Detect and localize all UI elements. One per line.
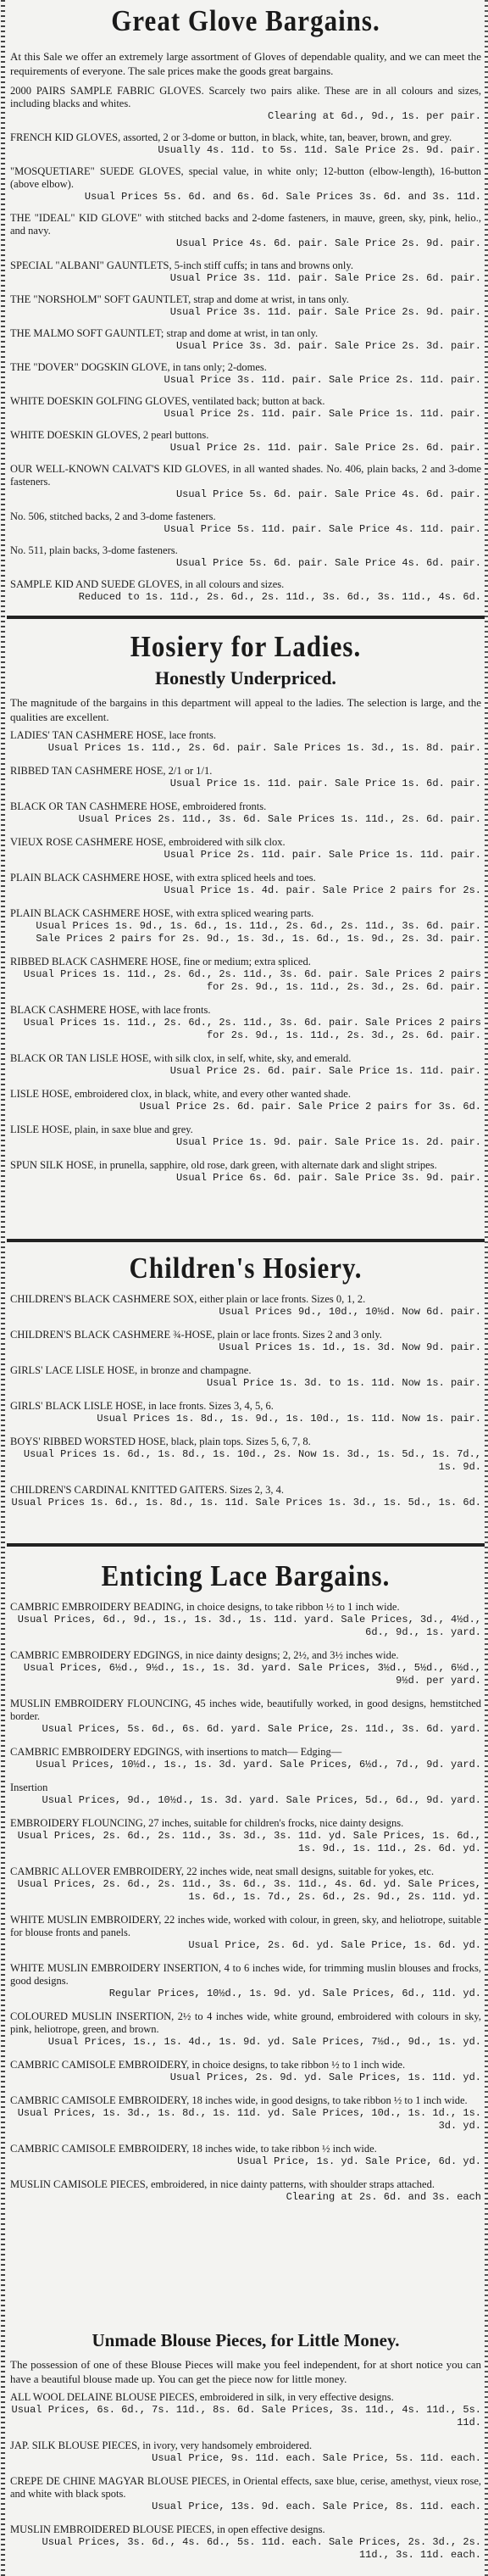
- list-item: [10, 1400, 481, 1425]
- item-description: SPECIAL "ALBANI" GAUNTLETS, 5-inch stiff cuffs; in tans and browns only.: [10, 259, 353, 271]
- hosiery-section: [7, 619, 485, 1239]
- item-price: Usual Prices 1s. 11d., 2s. 6d. pair. Sale Prices 1s. 3d., 1s. 8d. pair.: [47, 742, 481, 754]
- item-description: PLAIN BLACK CASHMERE HOSE, with extra spliced heels and toes.: [10, 872, 316, 884]
- item-description: GIRLS' BLACK LISLE HOSE, in lace fronts. Sizes 3, 4, 5, 6.: [10, 1400, 274, 1412]
- list-item: [10, 463, 481, 501]
- item-description: Insertion: [10, 1781, 48, 1793]
- hosiery-items: [10, 729, 481, 1185]
- item-description: CAMBRIC CAMISOLE EMBROIDERY, in choice designs, to take ribbon ½ to 1 inch wide.: [10, 2059, 406, 2071]
- list-item: [10, 1124, 481, 1149]
- list-item: [10, 956, 481, 994]
- list-item: [10, 293, 481, 319]
- list-item: [10, 165, 481, 204]
- list-item: [10, 1781, 481, 1807]
- item-price: Usual Prices 1s. 8d., 1s. 9d., 1s. 10d., 1s. 11d. Now 1s. pair.: [97, 1413, 481, 1425]
- list-item: [10, 1865, 481, 1904]
- list-item: [10, 1052, 481, 1078]
- item-description: MUSLIN EMBROIDERED BLOUSE PIECES, in open effective designs.: [10, 2523, 325, 2535]
- item-price: Usual Price 2s. 11d. pair. Sale Price 1s. 11d. pair.: [164, 408, 481, 421]
- item-price: Usual Price 2s. 11d. pair. Sale Price 1s. 11d. pair.: [164, 849, 481, 861]
- item-price: Usual Price 2s. 11d. pair. Sale Price 2s. 6d. pair.: [169, 442, 481, 454]
- item-description: CAMBRIC EMBROIDERY EDGINGS, in nice dainty designs; 2, 2½, and 3½ inches wide.: [10, 1649, 399, 1661]
- item-price: Reduced to 1s. 11d., 2s. 6d., 2s. 11d., 3s. 6d., 3s. 11d., 4s. 6d.: [78, 590, 481, 603]
- item-price: Usual Prices 1s. 6d., 1s. 8d., 1s. 11d. Sale Prices 1s. 3d., 1s. 5d., 1s. 6d.: [11, 1497, 481, 1508]
- item-price: Usual Prices, 9d., 10½d., 1s. 3d. yard. Sale Prices, 5d., 6d., 9d. yard.: [42, 1794, 481, 1806]
- item-price: Usual Price, 1s. yd. Sale Price, 6d. yd.: [236, 2155, 481, 2167]
- item-price: Usual Prices 1s. 11d., 2s. 6d., 2s. 11d., 3s. 6d. pair. Sale Prices 2 pairs for 2s. 9d., 1s. 11d., 2s. 3d., 2s. 6d. pair.: [23, 968, 481, 993]
- item-description: JAP. SILK BLOUSE PIECES, in ivory, very handsomely embroidered.: [10, 2439, 313, 2451]
- hosiery-heading: Hosiery for Ladies.: [130, 629, 362, 664]
- item-price: Usual Price 1s. 11d. pair. Sale Price 1s. 6d. pair.: [169, 778, 481, 789]
- list-item: [10, 729, 481, 755]
- item-price: Usual Price 3s. 11d. pair. Sale Price 2s. 11d. pair.: [164, 373, 481, 386]
- blouse-intro: The possession of one of these Blouse Pieces will make you feel independent, for at short notice you can have a beautiful blouse made up. You can get the piece now for little money.: [10, 2358, 481, 2385]
- item-description: EMBROIDERY FLOUNCING, 27 inches, suitable for children's frocks, nice dainty designs.: [10, 1817, 404, 1829]
- list-item: [10, 2391, 481, 2429]
- list-item: [10, 1088, 481, 1113]
- right-column-rule: [485, 0, 488, 2576]
- list-item: [10, 765, 481, 790]
- item-description: CAMBRIC CAMISOLE EMBROIDERY, 18 inches wide, in good designs, to take ribbon ½ to 1 inch wide.: [10, 2094, 468, 2106]
- blouse-section: [7, 2323, 485, 2576]
- item-price: Usual Prices, 2s. 6d., 2s. 11d., 3s. 3d., 3s. 11d. yd. Sale Prices, 1s. 6d., 1s. 9d., 1s. 11d., 2s. 6d. yd.: [17, 1830, 481, 1854]
- list-item: [10, 2143, 481, 2168]
- item-price: Usual Price 6s. 6d. pair. Sale Price 3s. 9d. pair.: [175, 1172, 481, 1184]
- item-price: Usual Prices 1s. 11d., 2s. 6d., 2s. 11d., 3s. 6d. pair. Sale Prices 2 pairs for 2s. 9d., 1s. 11d., 2s. 3d., 2s. 6d. pair.: [23, 1017, 481, 1041]
- item-description: WHITE DOESKIN GOLFING GLOVES, ventilated back; button at back.: [10, 395, 325, 408]
- blouse-items: [10, 2391, 481, 2562]
- children-section: [7, 1242, 485, 1543]
- item-description: CAMBRIC ALLOVER EMBROIDERY, 22 inches wide, neat small designs, suitable for yokes, etc.: [10, 1865, 435, 1877]
- item-description: BOYS' RIBBED WORSTED HOSE, black, plain tops. Sizes 5, 6, 7, 8.: [10, 1436, 311, 1447]
- item-description: MUSLIN EMBROIDERY FLOUNCING, 45 inches wide, beautifully worked, in good designs, hemstitched border.: [10, 1698, 481, 1722]
- list-item: [10, 1004, 481, 1042]
- list-item: [10, 2094, 481, 2133]
- item-price: Usual Price 1s. 3d. to 1s. 11d. Now 1s. pair.: [206, 1377, 481, 1389]
- item-price: Usual Prices 1s. 1d., 1s. 3d. Now 9d. pair.: [219, 1341, 481, 1353]
- list-item: [10, 395, 481, 421]
- item-price: Clearing at 2s. 6d. and 3s. each: [286, 2191, 481, 2203]
- item-price: Usual Price 2s. 6d. pair. Sale Price 1s. 11d. pair.: [169, 1065, 481, 1077]
- list-item: [10, 1601, 481, 1639]
- glove-heading: Great Glove Bargains.: [111, 3, 380, 38]
- item-description: "MOSQUETIARE" SUEDE GLOVES, special value, in white only; 12-button (elbow-length), 16-button (above elbow).: [10, 165, 481, 191]
- item-description: THE "IDEAL" KID GLOVE" with stitched backs and 2-dome fasteners, in mauve, green, sky, pink, helio., and navy.: [10, 212, 481, 237]
- item-price: Usual Price 1s. 9d. pair. Sale Price 1s. 2d. pair.: [175, 1136, 481, 1148]
- item-price: Usual Price 4s. 6d. pair. Sale Price 2s. 9d. pair.: [175, 237, 481, 250]
- item-price: Usual Prices 2s. 11d., 3s. 6d. Sale Prices 1s. 11d., 2s. 6d. pair.: [78, 813, 481, 825]
- list-item: [10, 1329, 481, 1354]
- item-description: THE "NORSHOLM" SOFT GAUNTLET, strap and dome at wrist, in tans only.: [10, 293, 349, 305]
- item-description: CHILDREN'S BLACK CASHMERE ¾-HOSE, plain or lace fronts. Sizes 2 and 3 only.: [10, 1329, 382, 1341]
- list-item: [10, 1159, 481, 1185]
- item-description: VIEUX ROSE CASHMERE HOSE, embroidered with silk clox.: [10, 836, 286, 848]
- blouse-subheading: Unmade Blouse Pieces, for Little Money.: [92, 2330, 400, 2350]
- list-item: [10, 2475, 481, 2513]
- item-description: CREPE DE CHINE MAGYAR BLOUSE PIECES, in Oriental effects, saxe blue, cerise, amethyst, vieux rose, and white with black spots.: [10, 2475, 481, 2500]
- item-description: RIBBED TAN CASHMERE HOSE, 2/1 or 1/1.: [10, 765, 213, 777]
- lace-items: [10, 1601, 481, 2204]
- item-price: Usual Price 5s. 6d. pair. Sale Price 4s. 6d. pair.: [175, 488, 481, 501]
- list-item: [10, 259, 481, 285]
- list-item: [10, 1698, 481, 1736]
- list-item: [10, 212, 481, 250]
- list-item: [10, 85, 481, 123]
- lace-heading: Enticing Lace Bargains.: [101, 1558, 391, 1593]
- item-price: Usual Prices 9d., 10d., 10½d. Now 6d. pair.: [219, 1306, 481, 1318]
- item-price: Usual Price, 9s. 11d. each. Sale Price, 5s. 11d. each.: [152, 2452, 481, 2464]
- list-item: [10, 1962, 481, 2000]
- item-description: BLACK OR TAN CASHMERE HOSE, embroidered fronts.: [10, 800, 267, 812]
- item-description: WHITE DOESKIN GLOVES, 2 pearl buttons.: [10, 429, 209, 442]
- item-description: CHILDREN'S CARDINAL KNITTED GAITERS. Sizes 2, 3, 4.: [10, 1484, 284, 1496]
- list-item: [10, 1817, 481, 1855]
- item-description: ALL WOOL DELAINE BLOUSE PIECES, embroidered in silk, in very effective designs.: [10, 2391, 394, 2403]
- item-price: Usual Prices, 1s., 1s. 4d., 1s. 9d. yd. Sale Prices, 7½d., 9d., 1s. yd.: [47, 2036, 481, 2048]
- list-item: [10, 1436, 481, 1474]
- item-description: RIBBED BLACK CASHMERE HOSE, fine or medium; extra spliced.: [10, 956, 311, 967]
- item-description: PLAIN BLACK CASHMERE HOSE, with extra spliced wearing parts.: [10, 907, 314, 919]
- item-price: Usual Price 2s. 6d. pair. Sale Price 2 pairs for 3s. 6d.: [139, 1101, 481, 1112]
- item-price: Clearing at 6d., 9d., 1s. per pair.: [267, 110, 481, 122]
- list-item: [10, 836, 481, 861]
- item-price: Usual Price, 13s. 9d. each. Sale Price, 8s. 11d. each.: [152, 2501, 481, 2512]
- item-price: Usual Prices, 5s. 6d., 6s. 6d. yard. Sale Price, 2s. 11d., 3s. 6d. yard.: [42, 1723, 481, 1735]
- children-items: [10, 1293, 481, 1509]
- list-item: [10, 1914, 481, 1952]
- list-item: [10, 2439, 481, 2465]
- list-item: [10, 800, 481, 826]
- list-item: [10, 872, 481, 897]
- item-price: Usual Price, 2s. 6d. yd. Sale Price, 1s. 6d. yd.: [188, 1939, 481, 1951]
- item-description: 2000 PAIRS SAMPLE FABRIC GLOVES. Scarcely two pairs alike. These are in all colours and sizes, including blacks and whites.: [10, 85, 481, 109]
- item-description: BLACK OR TAN LISLE HOSE, with silk clox, in self, white, sky, and emerald.: [10, 1052, 352, 1064]
- item-price: Usual Prices, 6s. 6d., 7s. 11d., 8s. 6d. Sale Prices, 3s. 11d., 4s. 11d., 5s. 11d.: [11, 2404, 481, 2428]
- item-description: CAMBRIC EMBROIDERY BEADING, in choice designs, to take ribbon ½ to 1 inch wide.: [10, 1601, 400, 1613]
- item-price: Usual Price 3s. 3d. pair. Sale Price 2s. 3d. pair.: [175, 339, 481, 352]
- item-description: MUSLIN CAMISOLE PIECES, embroidered, in nice dainty patterns, with shoulder straps attached.: [10, 2178, 435, 2190]
- list-item: [10, 1484, 481, 1509]
- item-description: CAMBRIC CAMISOLE EMBROIDERY, 18 inches wide, to take ribbon ½ inch wide.: [10, 2143, 377, 2155]
- item-description: CAMBRIC EMBROIDERY EDGINGS, with insertions to match— Edging—: [10, 1746, 342, 1758]
- hosiery-subheading: Honestly Underpriced.: [155, 667, 336, 689]
- advertisement-column: [7, 0, 485, 2576]
- item-description: BLACK CASHMERE HOSE, with lace fronts.: [10, 1004, 211, 1016]
- list-item: [10, 1364, 481, 1390]
- glove-intro: At this Sale we offer an extremely large assortment of Gloves of dependable quality, and we can meet the requirements of everyone. The sale prices make the goods great bargains.: [10, 50, 481, 77]
- list-item: [10, 429, 481, 454]
- item-description: SPUN SILK HOSE, in prunella, sapphire, old rose, dark green, with alternate dark and slight stripes.: [10, 1159, 437, 1171]
- item-description: FRENCH KID GLOVES, assorted, 2 or 3-dome or button, in black, white, tan, beaver, brown, and grey.: [10, 131, 452, 144]
- item-description: GIRLS' LACE LISLE HOSE, in bronze and champagne.: [10, 1364, 252, 1376]
- item-price: Usual Prices 1s. 9d., 1s. 6d., 1s. 11d., 2s. 6d., 2s. 11d., 3s. 6d. pair. Sale Prices 2 pairs for 2s. 9d., 1s. 3d., 1s. 6d., 1s. 9d., 2s. 3d. pair.: [36, 920, 481, 945]
- item-description: THE MALMO SOFT GAUNTLET; strap and dome at wrist, in tan only.: [10, 326, 319, 339]
- item-description: WHITE MUSLIN EMBROIDERY, 22 inches wide, worked with colour, in green, sky, and heliotrope, suitable for blouse fronts and panels.: [10, 1914, 481, 1938]
- item-description: WHITE MUSLIN EMBROIDERY INSERTION, 4 to 6 inches wide, for trimming muslin blouses and frocks, good designs.: [10, 1962, 481, 1987]
- hosiery-intro: The magnitude of the bargains in this department will appeal to the ladies. The selection is large, and the qualities are excellent.: [10, 696, 481, 723]
- glove-section: [7, 0, 485, 616]
- item-price: Usual Prices, 3s. 6d., 4s. 6d., 5s. 11d. each. Sale Prices, 2s. 3d., 2s. 11d., 3s. 11d. each.: [42, 2536, 481, 2561]
- children-heading: Children's Hosiery.: [129, 1251, 363, 1285]
- item-price: Usual Price 5s. 11d. pair. Sale Price 4s. 11d. pair.: [164, 522, 481, 535]
- item-price: Usual Prices 1s. 6d., 1s. 8d., 1s. 10d., 2s. Now 1s. 3d., 1s. 5d., 1s. 7d., 1s. 9d.: [23, 1448, 481, 1473]
- list-item: [10, 2178, 481, 2204]
- list-item: [10, 2010, 481, 2049]
- lace-section: [7, 1547, 485, 2323]
- item-description: LADIES' TAN CASHMERE HOSE, lace fronts.: [10, 729, 217, 741]
- list-item: [10, 510, 481, 536]
- list-item: [10, 1649, 481, 1687]
- list-item: [10, 2059, 481, 2084]
- item-description: No. 511, plain backs, 3-dome fasteners.: [10, 544, 178, 556]
- item-price: Usual Prices, 2s. 6d., 2s. 11d., 3s. 6d., 3s. 11d., 4s. 6d. yd. Sale Prices, 1s. 6d., 1s. 7d., 2s. 6d., 2s. 9d., 2s. 11d. yd.: [17, 1878, 481, 1903]
- item-price: Usual Price 3s. 11d. pair. Sale Price 2s. 9d. pair.: [169, 305, 481, 318]
- list-item: [10, 361, 481, 387]
- item-description: LISLE HOSE, plain, in saxe blue and grey.: [10, 1124, 193, 1135]
- list-item: [10, 544, 481, 570]
- list-item: [10, 578, 481, 604]
- glove-items: [10, 85, 481, 604]
- item-price: Usual Prices 5s. 6d. and 6s. 6d. Sale Prices 3s. 6d. and 3s. 11d.: [84, 191, 481, 204]
- left-column-rule: [1, 0, 5, 2576]
- item-description: THE "DOVER" DOGSKIN GLOVE, in tans only; 2-domes.: [10, 360, 267, 373]
- item-description: No. 506, stitched backs, 2 and 3-dome fasteners.: [10, 510, 216, 522]
- item-description: LISLE HOSE, embroidered clox, in black, white, and every other wanted shade.: [10, 1088, 351, 1100]
- list-item: [10, 2523, 481, 2562]
- item-price: Usual Prices, 2s. 9d. yd. Sale Prices, 1s. 11d. yd.: [169, 2071, 481, 2083]
- item-description: COLOURED MUSLIN INSERTION, 2½ to 4 inches wide, white ground, embroidered with colours in sky, pink, heliotrope, green, and brown.: [10, 2010, 481, 2035]
- list-item: [10, 1746, 481, 1771]
- item-price: Usual Price 3s. 11d. pair. Sale Price 2s. 6d. pair.: [169, 271, 481, 284]
- item-price: Regular Prices, 10½d., 1s. 9d. yd. Sale Prices, 6d., 11d. yd.: [108, 1988, 481, 1999]
- item-description: OUR WELL-KNOWN CALVAT'S KID GLOVES, in all wanted shades. No. 406, plain backs, 2 and 3-dome fasteners.: [10, 463, 481, 488]
- item-description: CHILDREN'S BLACK CASHMERE SOX, either plain or lace fronts. Sizes 0, 1, 2.: [10, 1293, 366, 1305]
- item-price: Usual Price 5s. 6d. pair. Sale Price 4s. 6d. pair.: [175, 556, 481, 569]
- list-item: [10, 1293, 481, 1319]
- list-item: [10, 327, 481, 353]
- list-item: [10, 131, 481, 157]
- list-item: [10, 907, 481, 945]
- item-price: Usual Prices, 10½d., 1s., 1s. 3d. yard. Sale Prices, 6½d., 7d., 9d. yard.: [36, 1759, 481, 1770]
- item-price: Usual Price 1s. 4d. pair. Sale Price 2 pairs for 2s.: [164, 884, 481, 896]
- item-price: Usually 4s. 11d. to 5s. 11d. Sale Price 2s. 9d. pair.: [158, 144, 481, 157]
- item-price: Usual Prices, 1s. 3d., 1s. 8d., 1s. 11d. yd. Sale Prices, 10d., 1s. 1d., 1s. 3d. yd.: [17, 2107, 481, 2132]
- item-description: SAMPLE KID AND SUEDE GLOVES, in all colours and sizes.: [10, 577, 285, 590]
- item-price: Usual Prices, 6½d., 9½d., 1s., 1s. 3d. yard. Sale Prices, 3½d., 5½d., 6½d., 9½d. per yard.: [23, 1662, 481, 1687]
- item-price: Usual Prices, 6d., 9d., 1s., 1s. 3d., 1s. 11d. yard. Sale Prices, 3d., 4½d., 6d., 9d., 1s. yard.: [17, 1614, 481, 1638]
